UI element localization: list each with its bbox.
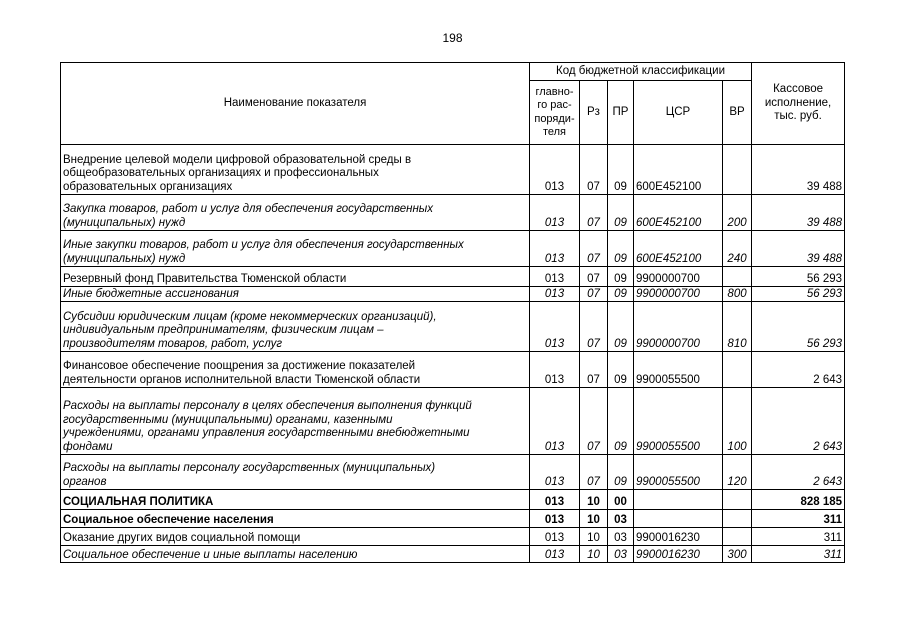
row-glava: 013 xyxy=(530,195,580,231)
row-name xyxy=(61,195,530,231)
row-vr: 100 xyxy=(723,388,752,455)
row-csr: 9900016230 xyxy=(634,546,723,563)
row-vr xyxy=(723,510,752,528)
row-csr xyxy=(634,510,723,528)
row-amount: 2 643 xyxy=(752,455,845,490)
row-glava: 013 xyxy=(530,231,580,267)
row-name-line: Резервный фонд Правительства Тюменской области xyxy=(63,272,347,285)
row-glava: 013 xyxy=(530,490,580,510)
row-glava: 013 xyxy=(530,455,580,490)
row-name xyxy=(61,287,530,302)
row-name-line: (муниципальных) нужд xyxy=(63,252,186,265)
row-name-line: государственными (муниципальными) органами, казенными xyxy=(63,413,393,426)
row-pr: 09 xyxy=(608,352,634,388)
row-name-line: Расходы на выплаты персоналу государственных (муниципальных) xyxy=(63,462,436,474)
row-vr xyxy=(723,490,752,510)
header-amount-line: исполнение, xyxy=(764,96,832,109)
header-amount-line: тыс. руб. xyxy=(774,110,822,123)
row-name-line: Иные бюджетные ассигнования xyxy=(63,287,239,300)
row-name-line: деятельности органов исполнительной власти Тюменской области xyxy=(63,373,421,386)
row-name xyxy=(61,510,530,528)
table-row xyxy=(61,231,845,267)
row-glava: 013 xyxy=(530,287,580,302)
row-name-line: общеобразовательных организациях и профессиональных xyxy=(63,167,379,179)
row-name-line: Иные закупки товаров, работ и услуг для обеспечения государственных xyxy=(63,239,464,251)
header-glava-line: го рас- xyxy=(537,99,572,111)
row-name-line: Финансовое обеспечение поощрения за достижение показателей xyxy=(63,360,416,372)
row-glava: 013 xyxy=(530,352,580,388)
row-vr: 240 xyxy=(723,231,752,267)
page-number: 198 xyxy=(442,31,463,45)
row-rz: 07 xyxy=(580,455,608,490)
row-name-line: Субсидии юридическим лицам (кроме некоммерческих организаций), xyxy=(63,310,437,323)
row-csr: 9900000700 xyxy=(634,287,723,302)
row-glava: 013 xyxy=(530,510,580,528)
row-name-line: (муниципальных) нужд xyxy=(63,216,186,229)
row-amount: 39 488 xyxy=(752,195,845,231)
header-amount xyxy=(752,63,845,145)
row-amount: 311 xyxy=(752,528,845,546)
row-name-line: индивидуальным предпринимателям, физическим лицам – xyxy=(63,324,384,336)
row-name xyxy=(61,455,530,490)
row-csr: 9900055500 xyxy=(634,352,723,388)
row-pr: 09 xyxy=(608,455,634,490)
row-amount: 39 488 xyxy=(752,145,845,195)
row-rz: 07 xyxy=(580,195,608,231)
table-row xyxy=(61,455,845,490)
header-pr: ПР xyxy=(608,81,634,145)
row-name xyxy=(61,302,530,352)
table-row xyxy=(61,510,845,528)
row-name-line: Социальное обеспечение населения xyxy=(63,513,274,526)
row-name xyxy=(61,145,530,195)
row-pr: 09 xyxy=(608,287,634,302)
header-glava-line: поряди- xyxy=(534,112,575,125)
row-rz: 07 xyxy=(580,287,608,302)
row-amount: 311 xyxy=(752,546,845,563)
row-name-line: Оказание других видов социальной помощи xyxy=(63,531,301,544)
row-name-line: Расходы на выплаты персоналу в целях обеспечения выполнения функций xyxy=(63,400,472,412)
row-vr xyxy=(723,528,752,546)
row-vr: 810 xyxy=(723,302,752,352)
row-csr: 9900000700 xyxy=(634,302,723,352)
row-name-line: образовательных организациях xyxy=(63,180,233,193)
row-vr xyxy=(723,352,752,388)
row-amount: 56 293 xyxy=(752,302,845,352)
table-row xyxy=(61,145,845,195)
row-pr: 09 xyxy=(608,267,634,287)
row-name xyxy=(61,267,530,287)
table-row xyxy=(61,287,845,302)
header-vr: ВР xyxy=(723,81,752,145)
row-pr: 03 xyxy=(608,528,634,546)
header-glava-line: главно- xyxy=(535,85,574,98)
row-pr: 00 xyxy=(608,490,634,510)
row-amount: 56 293 xyxy=(752,267,845,287)
row-name-line: фондами xyxy=(63,440,113,453)
row-name-line: органов xyxy=(63,475,107,488)
row-glava: 013 xyxy=(530,388,580,455)
row-amount: 39 488 xyxy=(752,231,845,267)
row-rz: 07 xyxy=(580,302,608,352)
table-row xyxy=(61,546,845,563)
row-name xyxy=(61,528,530,546)
row-glava: 013 xyxy=(530,528,580,546)
header-csr: ЦСР xyxy=(634,81,723,145)
row-glava: 013 xyxy=(530,302,580,352)
row-amount: 2 643 xyxy=(752,388,845,455)
row-csr: 600E452100 xyxy=(634,195,723,231)
row-rz: 10 xyxy=(580,490,608,510)
header-rz: Рз xyxy=(580,81,608,145)
table-row xyxy=(61,267,845,287)
row-vr: 300 xyxy=(723,546,752,563)
row-name-line: Внедрение целевой модели цифровой образовательной среды в xyxy=(63,153,412,166)
row-rz: 07 xyxy=(580,352,608,388)
header-glava-line: теля xyxy=(542,126,567,138)
row-rz: 07 xyxy=(580,267,608,287)
row-rz: 10 xyxy=(580,546,608,563)
row-csr: 9900055500 xyxy=(634,455,723,490)
table-row xyxy=(61,388,845,455)
row-vr xyxy=(723,267,752,287)
table-row xyxy=(61,352,845,388)
header-amount-line: Кассовое xyxy=(773,83,823,96)
row-glava: 013 xyxy=(530,145,580,195)
row-rz: 10 xyxy=(580,528,608,546)
table-row xyxy=(61,528,845,546)
row-name xyxy=(61,352,530,388)
row-name xyxy=(61,388,530,455)
row-name-line: Закупка товаров, работ и услуг для обеспечения государственных xyxy=(63,203,434,215)
row-vr: 800 xyxy=(723,287,752,302)
row-amount: 828 185 xyxy=(752,490,845,510)
row-amount: 56 293 xyxy=(752,287,845,302)
header-name: Наименование показателя xyxy=(61,63,530,145)
row-pr: 09 xyxy=(608,231,634,267)
row-name-line: учреждениями, органами управления государственными внебюджетными xyxy=(63,427,470,439)
row-rz: 07 xyxy=(580,145,608,195)
table-row xyxy=(61,490,845,510)
row-pr: 09 xyxy=(608,195,634,231)
row-name xyxy=(61,546,530,563)
row-rz: 07 xyxy=(580,231,608,267)
row-csr xyxy=(634,490,723,510)
header-code-group: Код бюджетной классификации xyxy=(530,63,752,81)
header-glava xyxy=(530,81,580,145)
row-vr: 120 xyxy=(723,455,752,490)
row-rz: 07 xyxy=(580,388,608,455)
table-row xyxy=(61,195,845,231)
row-csr: 9900016230 xyxy=(634,528,723,546)
row-name-line: СОЦИАЛЬНАЯ ПОЛИТИКА xyxy=(63,495,214,508)
row-vr: 200 xyxy=(723,195,752,231)
row-amount: 2 643 xyxy=(752,352,845,388)
row-csr: 9900055500 xyxy=(634,388,723,455)
row-name xyxy=(61,231,530,267)
table-row xyxy=(61,302,845,352)
row-csr: 600E452100 xyxy=(634,145,723,195)
row-pr: 03 xyxy=(608,546,634,563)
row-pr: 09 xyxy=(608,145,634,195)
row-csr: 9900000700 xyxy=(634,267,723,287)
row-name xyxy=(61,490,530,510)
row-vr xyxy=(723,145,752,195)
row-name-line: производителям товаров, работ, услуг xyxy=(63,337,283,350)
row-pr: 09 xyxy=(608,302,634,352)
row-glava: 013 xyxy=(530,267,580,287)
table-body xyxy=(61,145,845,563)
row-rz: 10 xyxy=(580,510,608,528)
row-name-line: Социальное обеспечение и иные выплаты населению xyxy=(63,548,358,561)
row-csr: 600E452100 xyxy=(634,231,723,267)
row-glava: 013 xyxy=(530,546,580,563)
row-pr: 09 xyxy=(608,388,634,455)
budget-table xyxy=(60,62,845,563)
row-amount: 311 xyxy=(752,510,845,528)
row-pr: 03 xyxy=(608,510,634,528)
